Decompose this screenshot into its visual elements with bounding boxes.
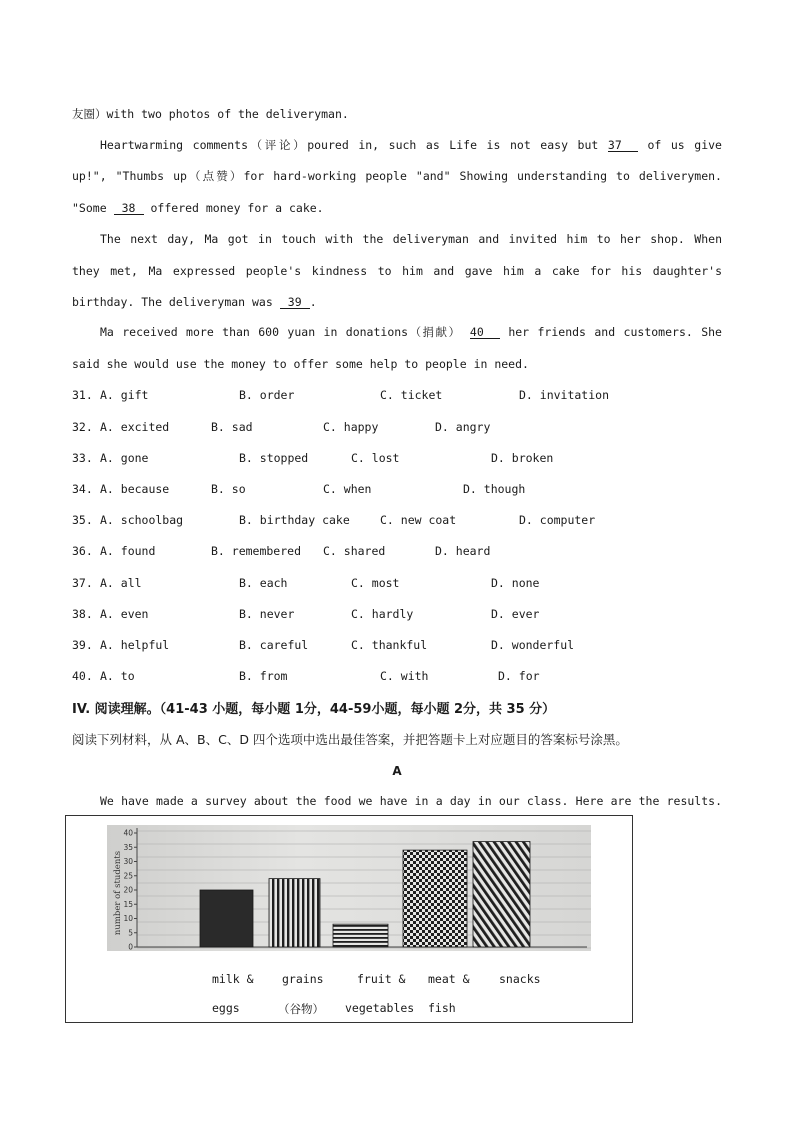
option-c: C. ticket: [380, 388, 443, 402]
y-axis-label: number of students: [113, 850, 123, 936]
passage-line-9: said she would use the money to offer some help to people in need.: [72, 357, 529, 371]
option-a: A. found: [100, 544, 156, 558]
option-d: D. invitation: [519, 388, 610, 402]
option-c: C. with: [380, 669, 429, 683]
passage-line-4: [72, 201, 324, 215]
category-label-line2: fish: [428, 1001, 456, 1015]
bar-0: [200, 890, 253, 947]
option-a: A. schoolbag: [100, 513, 184, 527]
y-tick-label: 30: [123, 857, 133, 866]
option-d: D. none: [491, 576, 540, 590]
option-c: C. most: [351, 576, 400, 590]
option-b: B. birthday cake: [239, 513, 350, 527]
question-number: 38.: [72, 607, 93, 621]
question-number: 37.: [72, 576, 93, 590]
passage-text: "Some: [72, 201, 107, 215]
option-d: D. heard: [435, 544, 491, 558]
y-tick-label: 20: [123, 885, 133, 895]
category-label-line2: vegetables: [345, 1001, 415, 1015]
y-tick-label: 10: [123, 914, 133, 923]
option-a: A. excited: [100, 420, 170, 434]
question-number: 35.: [72, 513, 93, 527]
option-d: D. angry: [435, 420, 491, 434]
question-number: 34.: [72, 482, 93, 496]
passage-line-6: they met, Ma expressed people's kindness to him and gave him a cake for his daughter's: [72, 264, 722, 278]
option-d: D. ever: [491, 607, 540, 621]
section-instruction: 阅读下列材料，从 A、B、C、D 四个选项中选出最佳答案，并把答题卡上对应题目的答案标号涂黑。: [72, 732, 628, 747]
passage-text: birthday. The deliveryman was: [72, 295, 273, 309]
question-number: 40.: [72, 669, 93, 683]
category-label: milk &: [212, 972, 254, 986]
option-a: A. to: [100, 669, 135, 683]
y-tick-label: 0: [128, 942, 133, 951]
option-c: C. when: [323, 482, 372, 496]
option-d: D. wonderful: [491, 638, 575, 652]
bar-2: [333, 924, 388, 947]
option-b: B. each: [239, 576, 288, 590]
option-c: C. hardly: [351, 607, 414, 621]
option-b: B. stopped: [239, 451, 309, 465]
option-c: C. happy: [323, 420, 379, 434]
option-b: B. never: [239, 607, 295, 621]
passage-label: A: [392, 764, 402, 778]
option-b: B. order: [239, 388, 295, 402]
passage-text: of us give: [647, 138, 722, 152]
category-label: meat &: [428, 972, 470, 986]
category-label: snacks: [499, 972, 541, 986]
passage-line-7: [72, 295, 317, 309]
y-tick-label: 35: [123, 842, 133, 852]
question-number: 31.: [72, 388, 93, 402]
question-number: 33.: [72, 451, 93, 465]
passage-line-8: [100, 324, 722, 340]
passage-text: Ma received more than 600 yuan in donations（捐献）: [100, 325, 462, 339]
survey-intro: We have made a survey about the food we have in a day in our class. Here are the results.: [100, 794, 722, 808]
passage-text: offered money for a cake.: [150, 201, 324, 215]
option-b: B. from: [239, 669, 288, 683]
question-number: 36.: [72, 544, 93, 558]
option-d: D. broken: [491, 451, 554, 465]
question-number: 39.: [72, 638, 93, 652]
bar-3: [403, 850, 467, 947]
option-b: B. so: [211, 482, 246, 496]
passage-text: Heartwarming comments（评论）poured in, such as Life is not easy but: [100, 138, 599, 152]
passage-text: .: [309, 295, 317, 309]
option-b: B. remembered: [211, 544, 302, 558]
option-a: A. because: [100, 482, 170, 496]
passage-line-5: The next day, Ma got in touch with the deliveryman and invited him to her shop. When: [100, 232, 722, 246]
y-tick-label: 25: [123, 871, 133, 881]
category-label: grains: [282, 972, 324, 986]
bar-4: [473, 842, 530, 947]
passage-line-3: up!", "Thumbs up（点赞）for hard-working people "and" Showing understanding to deliverymen.: [72, 169, 722, 183]
option-b: B. careful: [239, 638, 309, 652]
y-tick-label: 40: [123, 828, 133, 838]
y-tick-label: 15: [123, 899, 133, 909]
option-c: C. new coat: [380, 513, 457, 527]
chart-photo: [107, 825, 591, 951]
category-label-line2: eggs: [212, 1001, 240, 1015]
category-label-line2: （谷物）: [278, 1002, 324, 1016]
bar-chart: [107, 825, 591, 951]
option-a: A. gone: [100, 451, 149, 465]
section-heading: IV. 阅读理解。（41-43 小题，每小题 1分，44-59小题，每小题 2分，共 35 分）: [72, 702, 556, 717]
option-c: C. thankful: [351, 638, 428, 652]
option-b: B. sad: [211, 420, 253, 434]
option-d: D. computer: [519, 513, 596, 527]
question-number: 32.: [72, 420, 93, 434]
option-a: A. all: [100, 576, 142, 590]
passage-line-1: 友圈）with two photos of the deliveryman.: [72, 107, 349, 121]
category-label: fruit &: [357, 972, 406, 986]
option-a: A. even: [100, 607, 149, 621]
passage-line-2: [100, 137, 722, 153]
blank-40: 40: [470, 326, 500, 339]
option-d: D. for: [498, 669, 540, 683]
option-a: A. helpful: [100, 638, 170, 652]
blank-37: 37: [608, 139, 638, 152]
option-c: C. shared: [323, 544, 386, 558]
y-tick-label: 5: [128, 928, 133, 938]
option-a: A. gift: [100, 388, 149, 402]
option-d: D. though: [463, 482, 526, 496]
passage-text: her friends and customers. She: [508, 325, 722, 339]
blank-39: 39: [280, 296, 310, 309]
bar-1: [269, 879, 320, 947]
option-c: C. lost: [351, 451, 400, 465]
blank-38: 38: [114, 202, 144, 215]
